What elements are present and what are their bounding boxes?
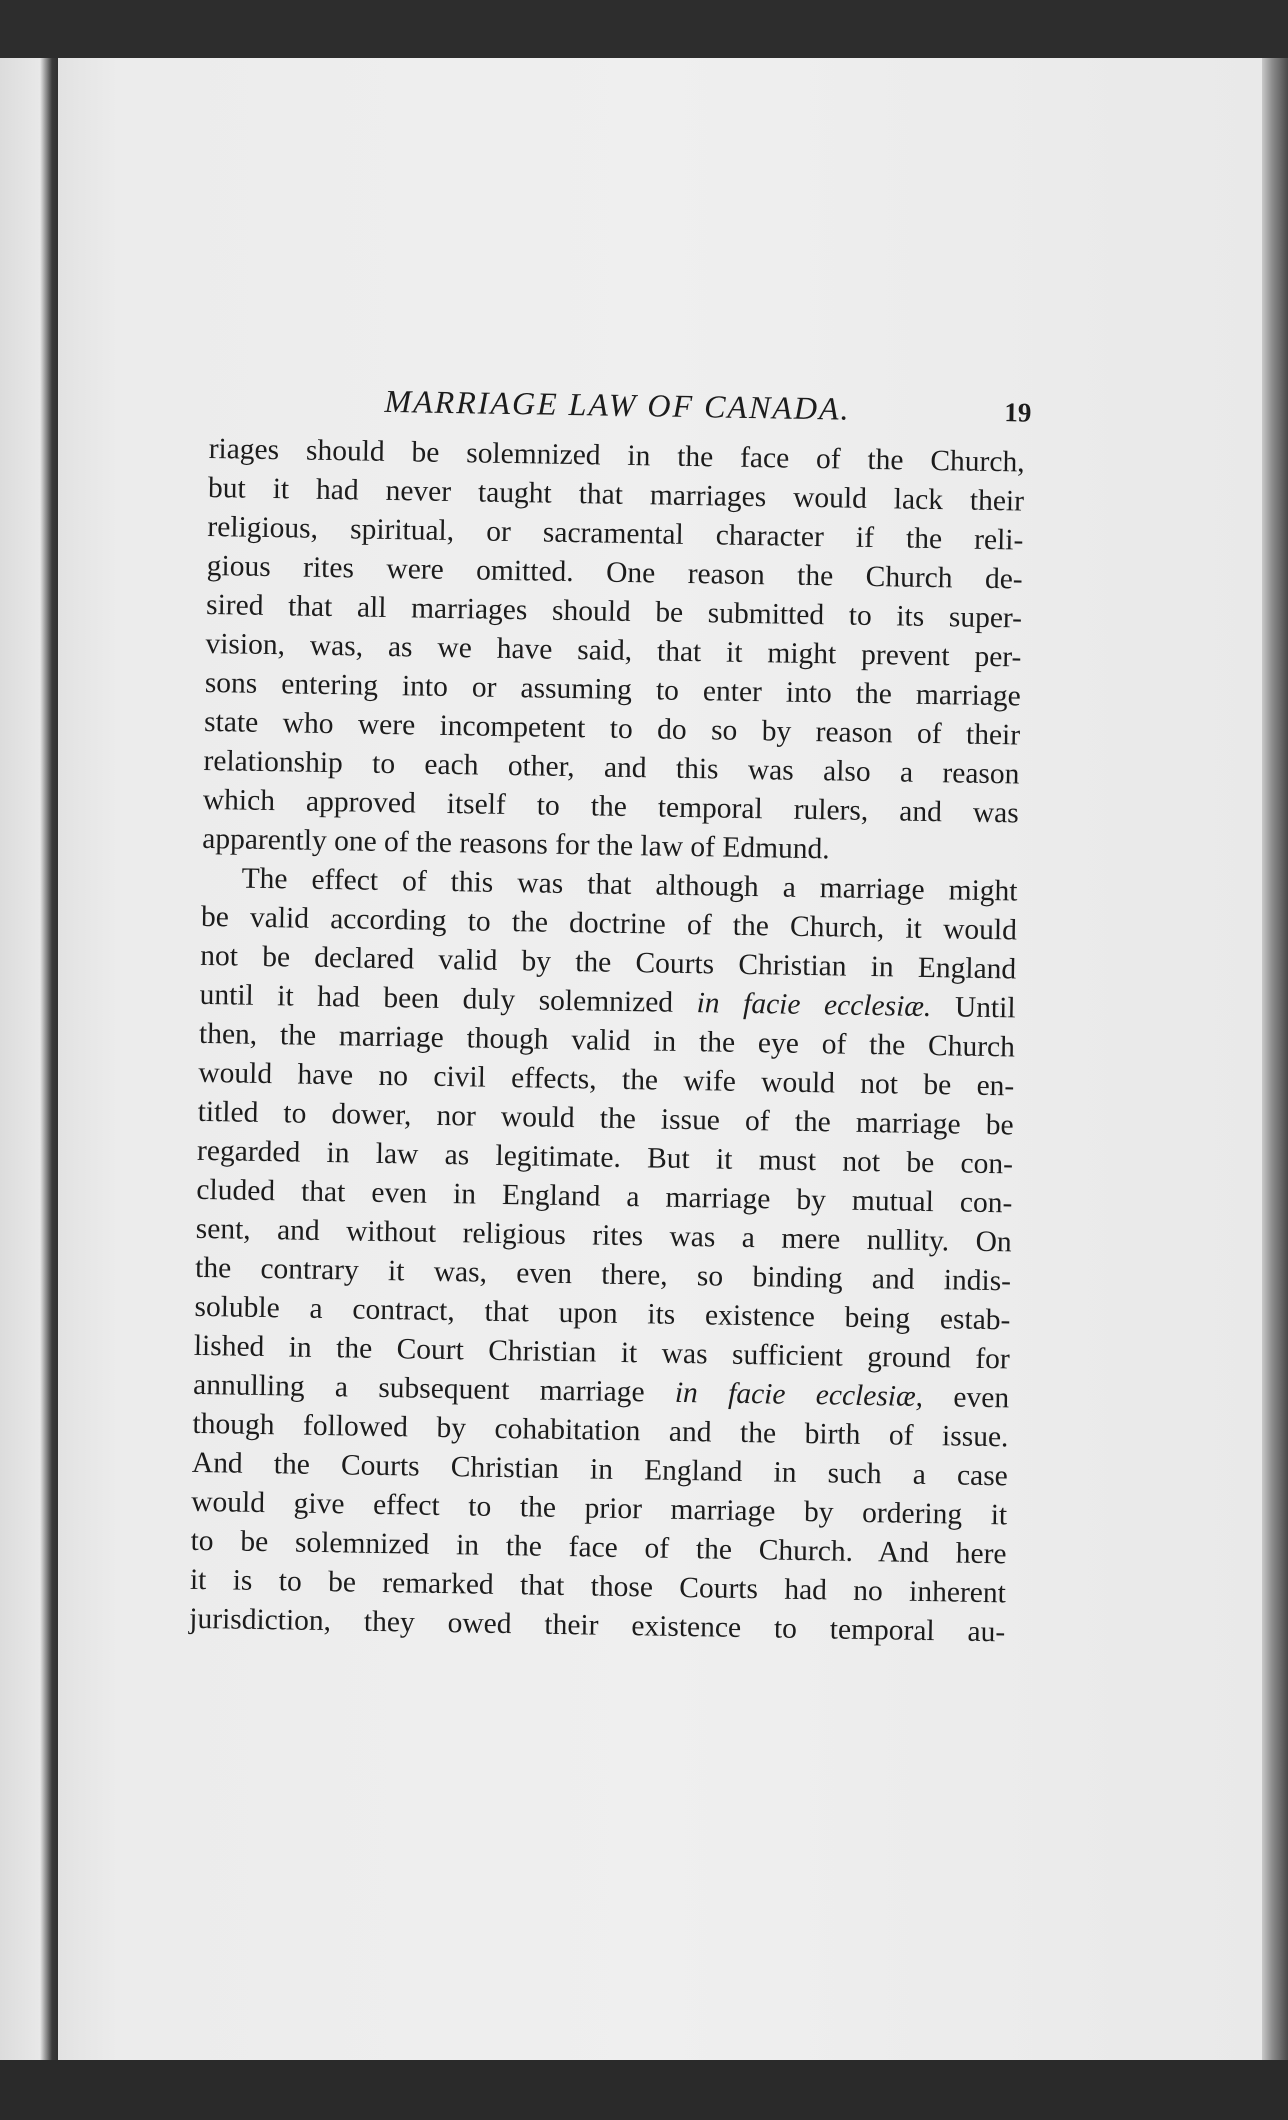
scan-bottom-border <box>0 2060 1288 2120</box>
text-line: religious, spiritual, or sacramental character if the reli- <box>207 510 1024 557</box>
text-line: lished in the Court Christian it was sufficient ground for <box>193 1329 1011 1376</box>
text-line: to be solemnized in the face of the Church. And here <box>190 1524 1007 1571</box>
text-line: state who were incompetent to do so by reason of their <box>203 705 1021 752</box>
text-line: sired that all marriages should be submitted to its super- <box>205 588 1023 635</box>
text-line: jurisdiction, they owed their existence to temporal au- <box>189 1602 1006 1649</box>
text-line: would give effect to the prior marriage by ordering it <box>190 1485 1008 1532</box>
scan-left-border <box>0 58 58 2060</box>
text-line: riages should be solemnized in the face of the Church, <box>208 432 1025 479</box>
latin-phrase: in facie ecclesiæ, <box>674 1376 924 1413</box>
text-line: would have no civil effects, the wife would not be en- <box>198 1056 1015 1103</box>
page-text-block <box>189 372 1032 1652</box>
text-line: though followed by cohabitation and the birth of issue. <box>192 1407 1009 1454</box>
paragraph-2 <box>189 859 1018 1652</box>
text-line: cluded that even in England a marriage by mutual con- <box>196 1173 1013 1220</box>
text-line: regarded in law as legitimate. But it must not be con- <box>196 1134 1014 1181</box>
text-line: vision, was, as we have said, that it might prevent per- <box>205 627 1022 674</box>
text-line: apparently one of the reasons for the law of Edmund. <box>201 822 830 866</box>
text-line: And the Courts Christian in England in such a case <box>191 1446 1009 1493</box>
text-line: relationship to each other, and this was also a reason <box>203 744 1020 791</box>
latin-phrase: in facie ecclesiæ. <box>696 987 932 1024</box>
text-line: annulling a subsequent marriage in facie ecclesiæ, even <box>192 1368 1010 1415</box>
text-line: gious rites were omitted. One reason the Church de- <box>206 549 1023 596</box>
running-title: MARRIAGE LAW OF CANADA. <box>384 382 851 427</box>
text-line: not be declared valid by the Courts Christian in England <box>200 939 1017 986</box>
page-edge <box>1262 58 1288 2060</box>
text-line: then, the marriage though valid in the eye of the Church <box>198 1017 1016 1064</box>
text-line: soluble a contract, that upon its existence being estab- <box>194 1290 1011 1337</box>
page-number: 19 <box>1004 397 1032 428</box>
text-line: The effect of this was that although a marriage might <box>241 862 1018 908</box>
paragraph-1 <box>202 430 1025 872</box>
text-line: which approved itself to the temporal rulers, and was <box>202 783 1020 830</box>
text-line: sent, and without religious rites was a mere nullity. On <box>195 1212 1012 1259</box>
text-line: it is to be remarked that those Courts had no inherent <box>189 1563 1007 1610</box>
text-line: titled to dower, nor would the issue of the marriage be <box>197 1095 1014 1142</box>
scan-top-border <box>0 0 1288 58</box>
text-line: until it had been duly solemnized in facie ecclesiæ. Until <box>199 978 1016 1025</box>
text-line: the contrary it was, even there, so binding and indis- <box>194 1251 1012 1298</box>
text-line: sons entering into or assuming to enter into the marriage <box>204 666 1021 713</box>
text-line: be valid according to the doctrine of the Church, it would <box>200 900 1018 947</box>
text-line: but it had never taught that marriages would lack their <box>207 471 1025 518</box>
